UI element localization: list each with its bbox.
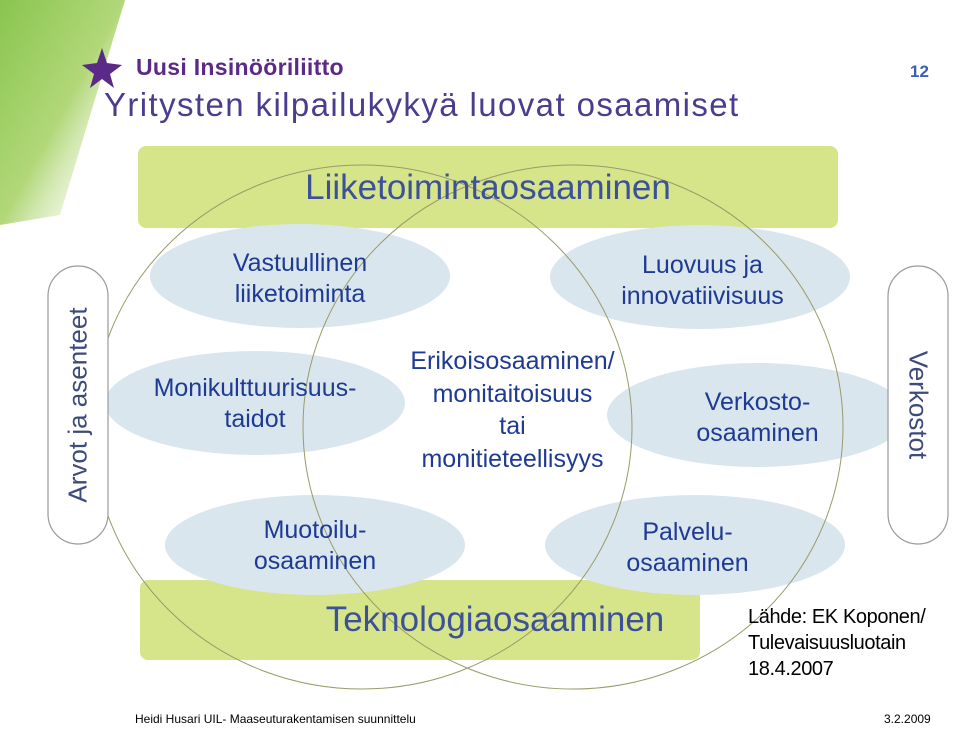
verkosto-label: Verkosto- osaaminen xyxy=(696,388,819,448)
left-side-label: Arvot ja asenteet xyxy=(62,307,93,503)
footer-right: 3.2.2009 xyxy=(884,712,931,726)
page-title: Yritysten kilpailukykyä luovat osaamiset xyxy=(104,86,740,123)
monikulttuurisuus-label: Monikulttuurisuus- taidot xyxy=(153,374,357,434)
top-bar-label: Liiketoimintaosaaminen xyxy=(305,168,671,207)
luovuus-label: Luovuus ja innovatiivisuus xyxy=(621,251,784,311)
center-label: Erikoisosaaminen/ monitaitoisuus tai monitieteellisyys xyxy=(410,347,615,473)
footer-left: Heidi Husari UIL- Maaseuturakentamisen suunnittelu xyxy=(135,712,416,726)
source-note: Lähde: EK Koponen/ Tulevaisuusluotain 18.4.2007 xyxy=(748,606,926,680)
vastuullinen-label: Vastuullinen liiketoiminta xyxy=(232,249,368,309)
bottom-bar-label: Teknologiaosaaminen xyxy=(325,600,665,639)
logo-text: Uusi Insinööriliitto xyxy=(136,54,344,80)
slide-number: 12 xyxy=(910,62,929,81)
right-side-label: Verkostot xyxy=(903,350,934,460)
muotoilu-label: Muotoilu- osaaminen xyxy=(253,516,377,576)
palvelu-label: Palvelu- osaaminen xyxy=(626,518,749,578)
